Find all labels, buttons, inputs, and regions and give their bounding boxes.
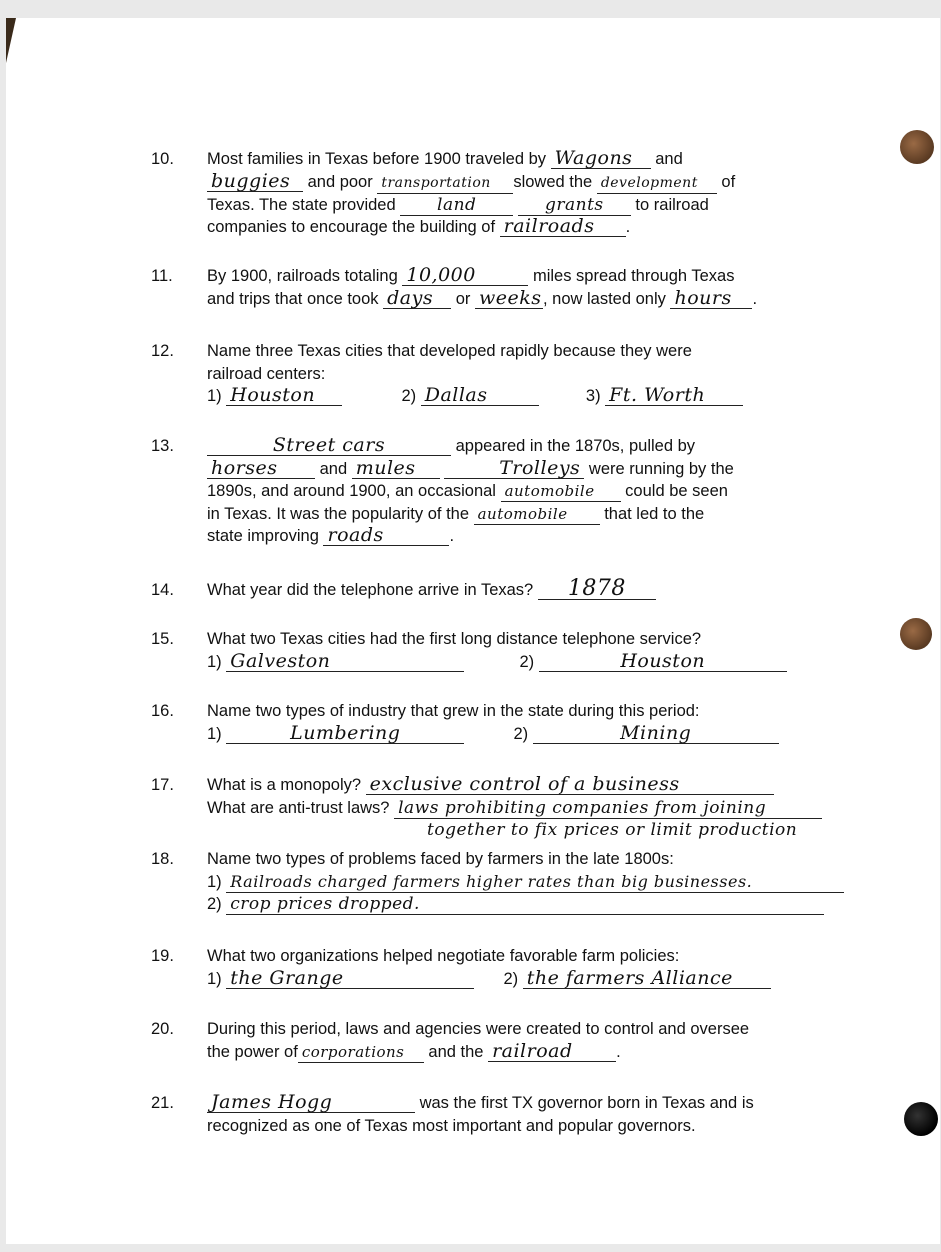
answer-handwritten: grants [518, 195, 631, 216]
question-text: What is a monopoly? [207, 776, 362, 794]
answer-label: 2) [519, 652, 535, 671]
question-text: and poor [307, 172, 373, 191]
question-text: companies to encourage the building of [207, 218, 496, 236]
question-text: and [655, 150, 683, 168]
answer-handwritten: the farmers Alliance [523, 968, 771, 989]
question-text: railroad centers: [207, 364, 326, 383]
answer-handwritten: Galveston [226, 651, 464, 672]
question-text: of [721, 172, 736, 191]
answer-handwritten: mules [352, 458, 440, 479]
answer-label: 1) [207, 724, 222, 743]
answer-handwritten: the Grange [226, 968, 474, 989]
question-text: recognized as one of Texas most important and popular governors. [207, 1116, 696, 1135]
answer-handwritten: Houston [539, 651, 787, 672]
question-text: slowed the [513, 172, 593, 191]
question-number: 20. [151, 1020, 174, 1038]
question-number: 11. [151, 267, 173, 285]
question-text: By 1900, railroads totaling [207, 267, 398, 285]
question-text: . [752, 289, 758, 308]
question-number: 10. [151, 150, 174, 168]
question-text: Name two types of industry that grew in the state during this period: [207, 702, 700, 720]
answer-label: 1) [207, 652, 222, 671]
answer-handwritten: roads [323, 525, 449, 546]
answer-handwritten: railroads [500, 216, 626, 237]
answer-handwritten: together to fix prices or limit production [427, 820, 798, 840]
answer-handwritten: buggies [207, 171, 303, 192]
question-text: What two organizations helped negotiate favorable farm policies: [207, 947, 680, 965]
answer-handwritten: exclusive control of a business [366, 774, 774, 795]
question-text: was the first TX governor born in Texas and is [419, 1094, 754, 1112]
answer-handwritten: corporations [298, 1042, 424, 1063]
answer-handwritten: hours [670, 288, 752, 309]
answer-handwritten: transportation [377, 173, 513, 194]
answer-handwritten: automobile [474, 504, 600, 525]
answer-label: 1) [207, 969, 222, 988]
binder-hole-top [900, 130, 934, 164]
question-text: What are anti-trust laws? [207, 798, 390, 817]
answer-label: 2) [513, 724, 529, 743]
question-text: Name three Texas cities that developed rapidly because they were [207, 342, 692, 360]
question-number: 17. [151, 776, 174, 794]
question-text: What two Texas cities had the first long distance telephone service? [207, 630, 702, 648]
question-number: 16. [151, 702, 174, 720]
question-text: or [455, 289, 471, 308]
answer-handwritten: Railroads charged farmers higher rates than big businesses. [226, 872, 844, 893]
answer-handwritten: Ft. Worth [605, 385, 743, 406]
question-text: the power of [207, 1042, 298, 1061]
question-text: were running by the [588, 459, 734, 478]
question-number: 12. [151, 342, 174, 360]
question-text: Name two types of problems faced by farmers in the late 1800s: [207, 850, 674, 868]
question-number: 15. [151, 630, 174, 648]
answer-handwritten: weeks [475, 288, 543, 309]
answer-handwritten: automobile [501, 481, 621, 502]
question-text: 1890s, and around 1900, an occasional [207, 482, 496, 500]
question-text: to railroad [635, 195, 709, 214]
question-number: 18. [151, 850, 174, 868]
page-corner-fold [6, 18, 16, 63]
answer-handwritten: horses [207, 458, 315, 479]
question-text: Most families in Texas before 1900 traveled by [207, 150, 547, 168]
question-text: state improving [207, 527, 319, 545]
question-text: in Texas. It was the popularity of the [207, 504, 470, 523]
answer-label: 1) [207, 872, 222, 891]
answer-handwritten: development [597, 173, 717, 194]
question-text: What year did the telephone arrive in Texas? [207, 581, 534, 599]
answer-label: 2) [503, 969, 519, 988]
answer-handwritten: Mining [533, 723, 779, 744]
answer-handwritten: Wagons [551, 148, 651, 169]
question-text: . [449, 527, 455, 545]
answer-label: 2) [207, 895, 222, 913]
binder-hole-middle [900, 618, 932, 650]
question-text: . [625, 218, 631, 236]
question-text: miles spread through Texas [532, 267, 735, 285]
answer-handwritten: laws prohibiting companies from joining [394, 798, 822, 819]
question-number: 19. [151, 947, 174, 965]
binder-hole-bottom [904, 1102, 938, 1136]
answer-handwritten: days [383, 288, 451, 309]
question-text: and [319, 459, 348, 478]
question-text: and the [428, 1042, 484, 1061]
answer-label: 2) [401, 387, 417, 405]
question-text: and trips that once took [207, 289, 379, 308]
answer-handwritten: 1878 [538, 579, 656, 600]
answer-handwritten: Lumbering [226, 723, 464, 744]
answer-handwritten: Trolleys [444, 458, 584, 479]
answer-handwritten: railroad [488, 1041, 616, 1062]
worksheet-page [6, 18, 940, 1244]
answer-label: 1) [207, 387, 222, 405]
answer-handwritten: Street cars [207, 435, 451, 456]
answer-handwritten: land [400, 195, 513, 216]
answer-handwritten: Houston [226, 385, 342, 406]
question-text: Texas. The state provided [207, 195, 396, 214]
answer-handwritten: 10,000 [402, 265, 528, 286]
question-text: During this period, laws and agencies were created to control and oversee [207, 1020, 750, 1038]
question-text: could be seen [625, 482, 728, 500]
question-number: 13. [151, 437, 174, 455]
question-text: . [616, 1042, 621, 1061]
answer-handwritten: Dallas [421, 385, 539, 406]
answer-handwritten: crop prices dropped. [226, 894, 824, 915]
question-number: 14. [151, 581, 174, 599]
answer-handwritten: James Hogg [207, 1092, 415, 1113]
answer-label: 3) [585, 387, 601, 405]
question-number: 21. [151, 1094, 174, 1112]
question-text: appeared in the 1870s, pulled by [455, 437, 696, 455]
question-text: that led to the [604, 504, 705, 523]
question-text: , now lasted only [542, 289, 666, 308]
